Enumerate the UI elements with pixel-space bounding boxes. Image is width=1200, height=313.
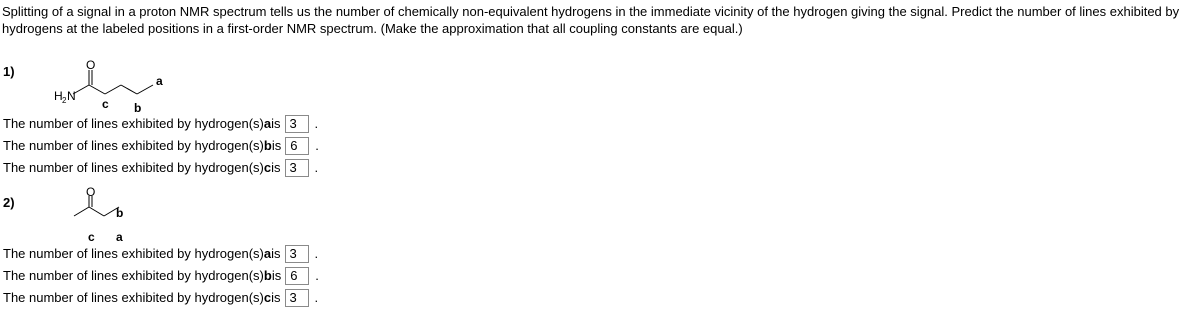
row-label: b xyxy=(263,268,272,283)
answer-field-2a[interactable]: 3 xyxy=(285,245,309,263)
molecule-2-drawing xyxy=(70,185,140,244)
row-text: The number of lines exhibited by hydrogen(s) xyxy=(3,246,264,261)
question-number-2: 2) xyxy=(3,195,15,210)
answer-field-2b[interactable]: 6 xyxy=(285,267,309,285)
row-text: The number of lines exhibited by hydrogen(s) xyxy=(3,138,264,153)
question-intro: Splitting of a signal in a proton NMR spectrum tells us the number of chemically non-equivalent hydrogens in the immediate vicinity of the hydrogen giving the signal. Predict the number of lines exhibited by hydrogens at the labeled positions in a first-order NMR spectrum. (Make the approximation that all coupling constants are equal.) xyxy=(2,4,1180,36)
row-text-is: is xyxy=(271,138,282,153)
answer-row-2c xyxy=(3,288,318,308)
answer-field-1a[interactable]: 3 xyxy=(285,115,309,133)
row-text: The number of lines exhibited by hydrogen(s) xyxy=(3,116,264,131)
position-label-a: a xyxy=(156,74,163,88)
row-text-is: is xyxy=(271,160,281,175)
position-label-b: b xyxy=(134,101,142,115)
row-label: c xyxy=(263,160,272,175)
position-label-a: a xyxy=(116,230,123,244)
row-text-is: is xyxy=(271,116,281,131)
row-label: a xyxy=(263,246,272,261)
oxygen-atom: O xyxy=(86,58,96,72)
row-label: a xyxy=(263,116,272,131)
answer-field-1c[interactable]: 3 xyxy=(285,159,309,177)
bond-c4-c5 xyxy=(137,85,153,94)
answer-row-1a xyxy=(3,114,318,134)
molecule-1-structure xyxy=(48,58,168,119)
row-text: The number of lines exhibited by hydrogen(s) xyxy=(3,268,264,283)
row-period: . xyxy=(315,268,319,283)
bond-c1-c2 xyxy=(89,85,105,94)
answer-row-1b xyxy=(3,136,319,156)
question-number-1: 1) xyxy=(3,64,15,79)
row-period: . xyxy=(314,246,319,261)
bond-c2-c3 xyxy=(105,85,121,94)
row-text: The number of lines exhibited by hydrogen(s) xyxy=(3,290,264,305)
position-label-b: b xyxy=(116,206,124,220)
answer-row-2b xyxy=(3,266,319,286)
row-period: . xyxy=(315,138,319,153)
molecule-2-structure xyxy=(70,185,140,247)
amine-n-label: N xyxy=(67,89,76,103)
row-period: . xyxy=(314,116,319,131)
row-period: . xyxy=(314,290,319,305)
position-label-c: c xyxy=(102,97,109,111)
row-text-is: is xyxy=(271,246,281,261)
row-label: b xyxy=(263,138,272,153)
answer-field-2c[interactable]: 3 xyxy=(285,289,309,307)
row-label: c xyxy=(263,290,272,305)
row-text: The number of lines exhibited by hydrogen(s) xyxy=(3,160,264,175)
bond-c3-c4 xyxy=(121,85,137,94)
row-text-is: is xyxy=(271,290,281,305)
oxygen-atom: O xyxy=(86,185,96,199)
amine-subscript: 2 xyxy=(62,96,67,105)
bond-c2-c3 xyxy=(89,207,104,216)
position-label-c: c xyxy=(88,230,95,244)
row-period: . xyxy=(314,160,319,175)
bond-c1-c2 xyxy=(74,207,89,216)
row-text-is: is xyxy=(271,268,282,283)
answer-field-1b[interactable]: 6 xyxy=(285,137,309,155)
answer-row-2a xyxy=(3,244,318,264)
answer-row-1c xyxy=(3,158,318,178)
amine-h-label: H xyxy=(54,89,63,103)
molecule-1-drawing xyxy=(48,58,168,115)
